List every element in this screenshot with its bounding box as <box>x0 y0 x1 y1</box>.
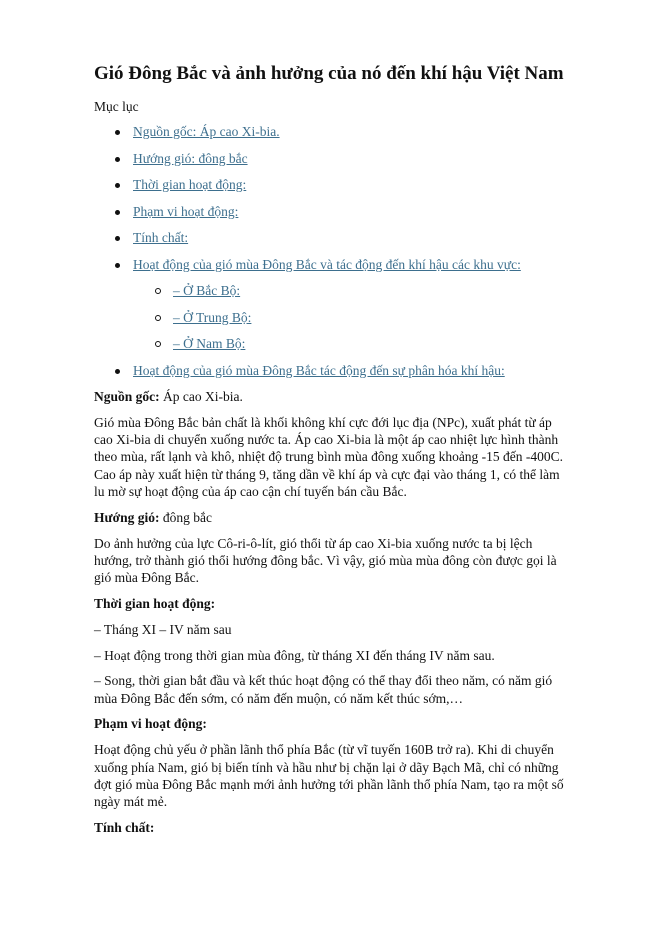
direction-heading <box>94 509 569 526</box>
time-heading: Thời gian hoạt động: <box>94 595 216 611</box>
scope-paragraph: Hoạt động chủ yếu ở phần lãnh thổ phía Bắc (từ vĩ tuyến 160B trở ra). Khi di chuyển xuống phía Nam, gió bị biến tính và hầu như bị chặn lại ở dãy Bạch Mã, chỉ có những đợt gió mùa Đông Bắc mạnh mới ảnh hưởng tới phần lãnh thổ phía Nam, tạo ra một số ngày mát mẻ. <box>94 742 564 810</box>
toc-link-source[interactable]: Nguồn gốc: Áp cao Xi-bia. <box>133 124 280 139</box>
toc-label: Mục lục <box>94 99 139 114</box>
document-body <box>94 62 569 845</box>
time-line-3: – Song, thời gian bắt đầu và kết thúc hoạt động có thể thay đổi theo năm, có năm gió mùa Đông Bắc đến sớm, có năm đến muộn, có năm kết thúc sớm,… <box>94 673 553 706</box>
scope-heading: Phạm vi hoạt động: <box>94 716 207 732</box>
toc-subitem-north <box>133 282 569 299</box>
source-heading-label: Nguồn gốc: <box>94 389 160 404</box>
table-of-contents <box>94 123 569 379</box>
toc-item-scope <box>94 203 569 220</box>
toc-item-time <box>94 176 569 193</box>
direction-heading-text: đông bắc <box>159 509 212 525</box>
page-title: Gió Đông Bắc và ảnh hưởng của nó đến khí hậu Việt Nam <box>94 63 564 84</box>
toc-item-direction <box>94 150 569 167</box>
nature-heading: Tính chất: <box>94 819 155 835</box>
time-line-2: – Hoạt động trong thời gian mùa đông, từ tháng XI đến tháng IV năm sau. <box>94 647 495 663</box>
toc-sublist <box>133 282 569 352</box>
direction-paragraph: Do ảnh hưởng của lực Cô-ri-ô-lít, gió thổi từ áp cao Xi-bia xuống nước ta bị lệch hướng, trở thành gió thổi hướng đông bắc. Vì vậy, gió mùa mùa đông còn được gọi là gió mùa Đông Bắc. <box>94 535 557 586</box>
source-paragraph: Gió mùa Đông Bắc bản chất là khối không khí cực đới lục địa (NPc), xuất phát từ áp cao Xi-bia di chuyển xuống nước ta. Áp cao Xi-bia là một áp cao nhiệt lực hình thành theo mùa, rất lạnh và khô, nhiệt độ trung bình mùa đông xuống khoảng -15 đến -400C. Cao áp này xuất hiện từ tháng 9, tăng dần về khí áp và cực đại vào tháng 1, có thể làm lu mờ sự hoạt động của áp cao cận chí tuyến bán cầu Bắc. <box>94 414 564 499</box>
toc-link-south[interactable]: – Ở Nam Bộ: <box>173 336 246 351</box>
toc-link-nature[interactable]: Tính chất: <box>133 230 189 245</box>
toc-link-regions[interactable]: Hoạt động của gió mùa Đông Bắc và tác động đến khí hậu các khu vực: <box>133 256 521 272</box>
source-heading <box>94 388 569 405</box>
source-heading-text: Áp cao Xi-bia. <box>159 389 243 404</box>
toc-link-north[interactable]: – Ở Bắc Bộ: <box>173 283 241 298</box>
toc-item-differentiation <box>94 362 569 379</box>
toc-subitem-central <box>133 309 569 326</box>
toc-item-regions <box>94 256 569 353</box>
toc-item-source <box>94 123 569 140</box>
toc-link-differentiation[interactable]: Hoạt động của gió mùa Đông Bắc tác động đến sự phân hóa khí hậu: <box>133 362 505 378</box>
toc-link-scope[interactable]: Phạm vi hoạt động: <box>133 203 239 219</box>
direction-heading-label: Hướng gió: <box>94 509 160 525</box>
time-line-1: – Tháng XI – IV năm sau <box>94 621 232 637</box>
toc-link-central[interactable]: – Ở Trung Bộ: <box>173 309 252 325</box>
toc-link-direction[interactable]: Hướng gió: đông bắc <box>133 150 248 166</box>
toc-link-time[interactable]: Thời gian hoạt động: <box>133 177 247 192</box>
toc-item-nature <box>94 229 569 246</box>
toc-subitem-south <box>133 335 569 352</box>
